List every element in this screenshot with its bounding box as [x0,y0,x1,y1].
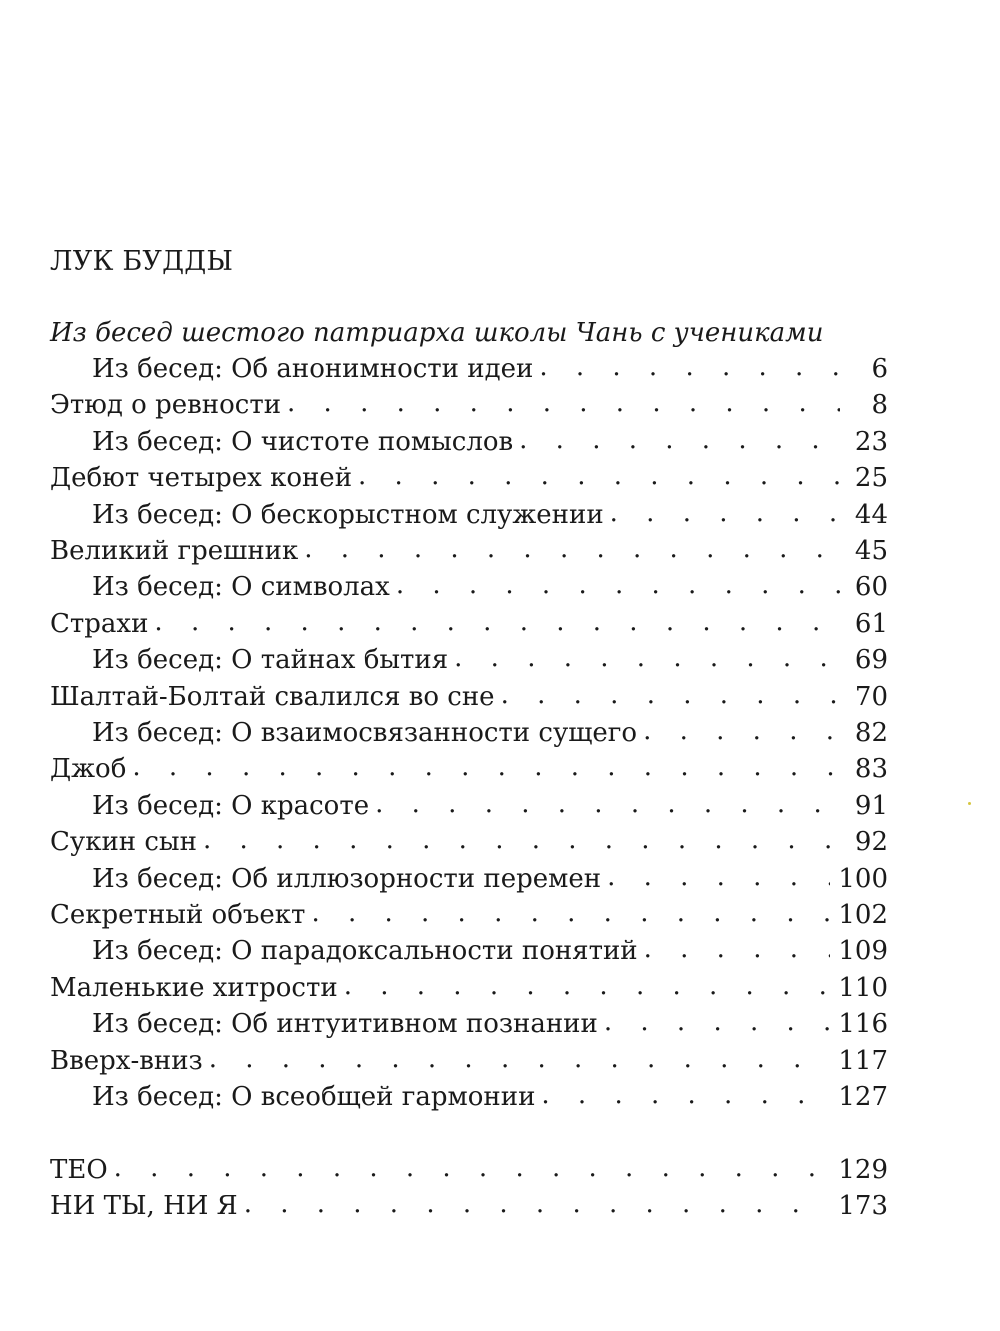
toc-entry-page: 8 [840,387,888,423]
toc-entry-page: 117 [830,1043,888,1079]
toc-entry [50,533,888,569]
dot-leader [375,786,840,822]
toc-entry [50,970,888,1006]
toc-entry-title: Из бесед: О чистоте помыслов [92,424,519,460]
toc-entry-page: 25 [840,460,888,496]
toc-entry-title: Из бесед: О тайнах бытия [92,642,454,678]
toc-entry-page: 6 [840,351,888,387]
toc-entry-title: Из бесед: О парадоксальности понятий [92,933,644,969]
toc-entry [92,715,888,751]
toc-entry-title: Этюд о ревности [50,387,287,423]
dot-leader [358,458,840,494]
toc-entry-title: Из бесед: Об интуитивном познании [92,1006,604,1042]
toc-entry-page: 82 [840,715,888,751]
dot-leader [607,859,830,895]
toc-entry-page: 91 [840,788,888,824]
dot-leader [396,567,840,603]
toc-entry-page: 44 [840,497,888,533]
toc-entry [50,751,888,787]
italic-heading: Из бесед шестого патриарха школы Чань с учениками [50,318,824,348]
toc-entry [50,606,888,642]
toc-entry-title: Из бесед: О красоте [92,788,375,824]
dot-leader [154,604,840,640]
dot-leader [287,385,840,421]
toc-entry [50,824,888,860]
toc-entry [50,460,888,496]
dot-leader [519,422,840,458]
toc-entry [92,497,888,533]
dot-leader [132,749,840,785]
toc-entry [92,933,888,969]
dot-leader [539,349,840,385]
toc-entry [92,788,888,824]
toc-entry [50,1188,888,1224]
toc-entry-page: 45 [840,533,888,569]
toc-entry [50,387,888,423]
toc-entry-title: ТЕО [50,1152,114,1188]
toc-entry [92,861,888,897]
toc-entry-title: Великий грешник [50,533,304,569]
toc-entry-title: НИ ТЫ, НИ Я [50,1188,244,1224]
toc-entry-title: Секретный объект [50,897,311,933]
toc-entry-title: Из бесед: О символах [92,569,396,605]
dot-leader [203,822,840,858]
toc-entry [92,642,888,678]
toc-entry-page: 110 [830,970,888,1006]
toc-entry-title: Вверх-вниз [50,1043,209,1079]
toc-entry-page: 109 [830,933,888,969]
dot-leader [344,968,831,1004]
toc-entry-page: 70 [840,679,888,715]
dot-leader [644,931,831,967]
toc-entry-page: 102 [830,897,888,933]
dot-leader [209,1041,831,1077]
toc-entry-page: 92 [840,824,888,860]
toc-entry [92,351,888,387]
toc-entry [50,1043,888,1079]
toc-entry-title: Из бесед: Об анонимности идеи [92,351,539,387]
toc-entry-page: 83 [840,751,888,787]
toc-entry [92,569,888,605]
toc-entry [92,1006,888,1042]
toc-entry [92,1079,888,1115]
paper-speck [968,802,971,805]
toc-entry-title: Из бесед: О всеобщей гармонии [92,1079,541,1115]
dot-leader [501,677,840,713]
toc-entry-title: Сукин сын [50,824,203,860]
toc-entry-title: Из бесед: О взаимосвязанности сущего [92,715,643,751]
toc-entry-title: Шалтай-Болтай свалился во сне [50,679,501,715]
toc-entry-page: 129 [830,1152,888,1188]
toc-entry-page: 116 [830,1006,888,1042]
dot-leader [114,1150,831,1186]
toc-entry-title: Дебют четырех коней [50,460,358,496]
toc-entry-page: 61 [840,606,888,642]
toc-entry-page: 60 [840,569,888,605]
toc-entry [50,897,888,933]
toc-entry-page: 69 [840,642,888,678]
dot-leader [604,1004,831,1040]
toc-entry-page: 100 [830,861,888,897]
toc-entry [50,1152,888,1188]
toc-entry-page: 127 [830,1079,888,1115]
toc-entry [50,679,888,715]
toc-entry-title: Страхи [50,606,154,642]
dot-leader [454,640,840,676]
toc-entry [92,424,888,460]
dot-leader [311,895,830,931]
toc-entry-title: Из бесед: Об иллюзорности перемен [92,861,607,897]
dot-leader [610,495,840,531]
toc-entry-title: Маленькие хитрости [50,970,344,1006]
dot-leader [244,1186,831,1222]
toc-entry-title: Джоб [50,751,132,787]
toc-entry-title: Из бесед: О бескорыстном служении [92,497,610,533]
section-title: ЛУК БУДДЫ [50,246,234,277]
toc-entry-page: 173 [830,1188,888,1224]
dot-leader [541,1077,830,1113]
dot-leader [643,713,840,749]
toc-entry-page: 23 [840,424,888,460]
dot-leader [304,531,840,567]
